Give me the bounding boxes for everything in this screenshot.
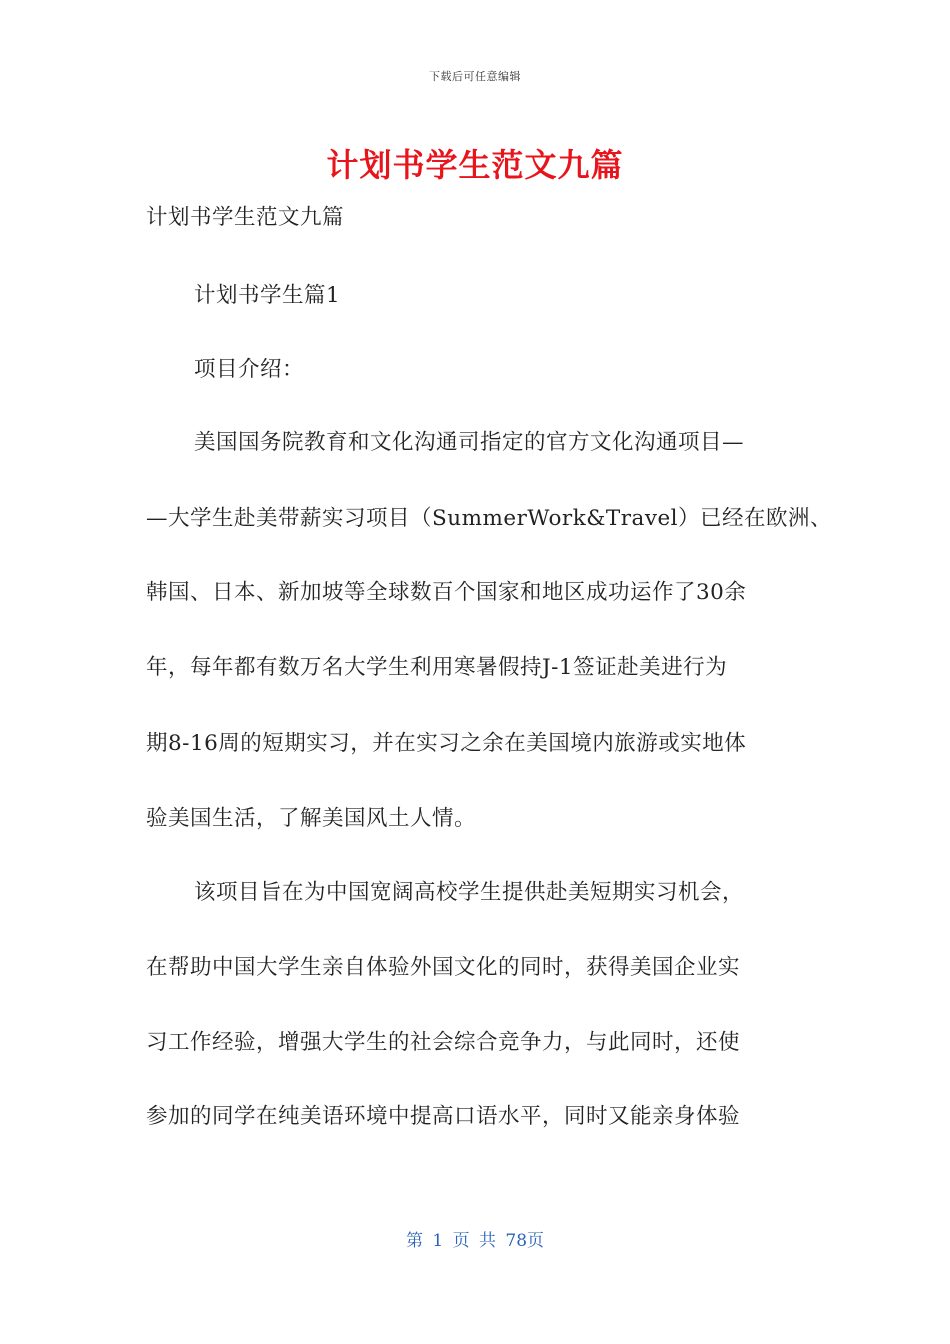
- paragraph-line: 参加的同学在纯美语环境中提高口语水平，同时又能亲身体验: [146, 1104, 741, 1129]
- paragraph-line: —大学生赴美带薪实习项目（SummerWork&Travel）已经在欧洲、: [146, 506, 833, 531]
- section-heading: 计划书学生篇1: [194, 283, 341, 308]
- paragraph-label: 项目介绍：: [194, 357, 305, 382]
- subtitle-line: 计划书学生范文九篇: [146, 205, 345, 230]
- paragraph-line: 习工作经验，增强大学生的社会综合竞争力，与此同时，还使: [146, 1030, 741, 1055]
- paragraph-line: 该项目旨在为中国宽阔高校学生提供赴美短期实习机会，: [194, 880, 745, 905]
- header-note: 下载后可任意编辑: [429, 70, 521, 83]
- paragraph-line: 期8-16周的短期实习，并在实习之余在美国境内旅游或实地体: [146, 731, 747, 756]
- paragraph-line: 美国国务院教育和文化沟通司指定的官方文化沟通项目—: [194, 430, 745, 455]
- paragraph-line: 在帮助中国大学生亲自体验外国文化的同时，获得美国企业实: [146, 955, 741, 980]
- paragraph-line: 年，每年都有数万名大学生利用寒暑假持J-1签证赴美进行为: [146, 655, 728, 680]
- paragraph-line: 验美国生活，了解美国风土人情。: [146, 806, 477, 831]
- paragraph-line: 韩国、日本、新加坡等全球数百个国家和地区成功运作了30余: [146, 580, 747, 605]
- document-title: 计划书学生范文九篇: [326, 146, 624, 184]
- page-number: 第 1 页 共 78页: [405, 1231, 545, 1251]
